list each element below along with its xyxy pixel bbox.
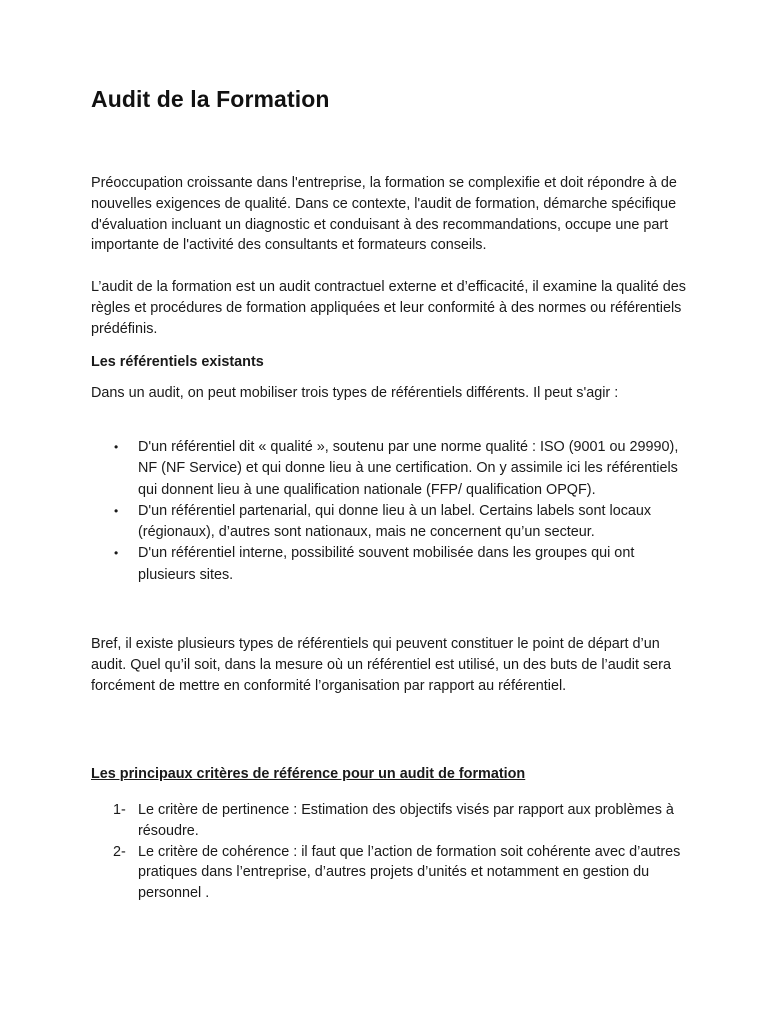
list-item <box>91 543 691 586</box>
referentiels-bullet-list <box>91 437 691 586</box>
list-item-number: 1- <box>113 802 126 818</box>
list-item <box>91 437 691 501</box>
bullet-icon: • <box>114 546 119 561</box>
intro-paragraph-2: L’audit de la formation est un audit contractuel externe et d’efficacité, il examine la qualité des règles et procédures de formation appliquées et leur conformité à des normes ou référentiels prédéfinis. <box>91 279 686 337</box>
bullet-icon: • <box>114 503 119 518</box>
referentiels-lead-paragraph: Dans un audit, on peut mobiliser trois types de référentiels différents. Il peut s'agir : <box>91 385 619 401</box>
list-item-text: Le critère de cohérence : il faut que l’action de formation soit cohérente avec d’autres pratiques dans l’entreprise, d’autres projets d’unités et notamment en gestion du personnel . <box>138 843 681 902</box>
list-item-text: D'un référentiel partenarial, qui donne lieu à un label. Certains labels sont locaux (régionaux), d’autres sont nationaux, mais ne concernent qu’un secteur. <box>138 502 652 541</box>
intro-paragraph-1: Préoccupation croissante dans l'entreprise, la formation se complexifie et doit répondre à de nouvelles exigences de qualité. Dans ce contexte, l'audit de formation, démarche spécifique d'évaluation incluant un diagnostic et conduisant à des recommandations, occupe une part importante de l'activité des consultants et formateurs conseils. <box>91 175 677 254</box>
page-title: Audit de la Formation <box>91 86 330 112</box>
referentiels-conclusion-paragraph: Bref, il existe plusieurs types de référentiels qui peuvent constituer le point de départ d’un audit. Quel qu’il soit, dans la mesure où un référentiel est utilisé, un des buts de l’audit sera forcément de mettre en conformité l’organisation par rapport au référentiel. <box>91 636 671 694</box>
criteres-numbered-list <box>91 800 691 904</box>
list-item-text: Le critère de pertinence : Estimation des objectifs visés par rapport aux problèmes à résoudre. <box>138 802 674 839</box>
list-item-text: D'un référentiel interne, possibilité souvent mobilisée dans les groupes qui ont plusieurs sites. <box>138 545 635 583</box>
section-heading-referentiels: Les référentiels existants <box>91 354 264 370</box>
list-item <box>91 800 691 842</box>
list-item-number: 2- <box>113 843 126 860</box>
list-item <box>91 842 691 904</box>
bullet-icon: • <box>114 440 119 454</box>
section-heading-criteres: Les principaux critères de référence pour un audit de formation <box>91 766 526 782</box>
list-item-text: D'un référentiel dit « qualité », soutenu par une norme qualité : ISO (9001 ou 29990), NF (NF Service) et qui donne lieu à une certification. On y assimile ici les référentiels qui donnent lieu à une qualification nationale (FFP/ qualification OPQF). <box>138 439 679 498</box>
list-item <box>91 501 691 544</box>
